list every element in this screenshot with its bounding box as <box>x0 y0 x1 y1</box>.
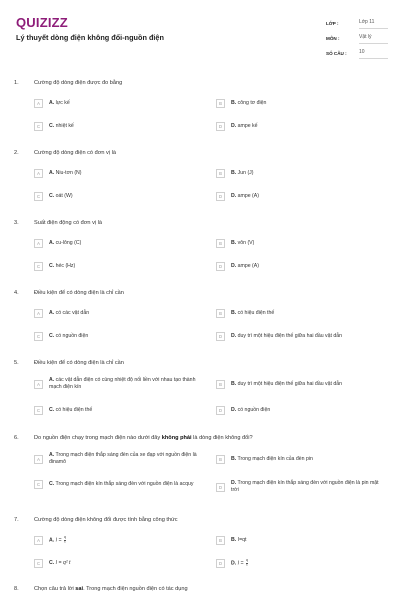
option-letter: A <box>34 380 43 389</box>
option-d[interactable] <box>216 406 386 415</box>
question-number: 8. <box>14 586 19 592</box>
formula-fraction <box>64 536 66 544</box>
option-text: có nguồn điện <box>55 333 89 339</box>
option-key: D. <box>231 123 237 129</box>
option-key: B. <box>231 310 237 316</box>
option-text: Trong mạch điện kín thắp sáng đèn với nguồn điện là acquy <box>55 481 194 487</box>
option-key: D. <box>231 480 237 486</box>
question-number: 5. <box>14 360 19 366</box>
question-number: 4. <box>14 290 19 296</box>
option-a[interactable] <box>34 377 209 391</box>
option-letter: C <box>34 406 43 415</box>
option-a[interactable] <box>34 536 209 545</box>
question-text <box>34 435 253 441</box>
option-text: oát (W) <box>55 193 73 199</box>
option-key: D. <box>231 263 237 269</box>
option-key: C. <box>49 263 55 269</box>
option-letter: D <box>216 483 225 492</box>
question-text-part: là dòng điện không đổi? <box>191 435 253 441</box>
question-header <box>14 220 102 226</box>
option-c[interactable] <box>34 480 209 489</box>
option-letter: A <box>34 309 43 318</box>
option-letter: D <box>216 332 225 341</box>
option-key: A. <box>49 377 55 383</box>
option-text: cu-lông (C) <box>55 240 82 246</box>
option-b[interactable] <box>216 169 386 178</box>
option-letter: A <box>34 455 43 464</box>
option-text: Jun (J) <box>237 170 254 176</box>
option-letter: C <box>34 559 43 568</box>
question-text: Cường độ dòng điện được đo bằng <box>34 80 123 86</box>
option-text: các vật dẫn điện có cùng nhiệt độ nối liền với nhau tạo thành mạch điện kín <box>49 377 196 390</box>
option-letter: B <box>216 99 225 108</box>
question-number: 7. <box>14 517 19 523</box>
option-key: A. <box>49 100 55 106</box>
option-letter: B <box>216 380 225 389</box>
option-letter: C <box>34 122 43 131</box>
formula-fraction <box>246 559 248 567</box>
option-key: B. <box>231 381 237 387</box>
option-letter: B <box>216 536 225 545</box>
question-text: Điều kiện để có dòng điện là chỉ cần <box>34 360 124 366</box>
meta-class-label: LỚP : <box>326 21 339 26</box>
option-a[interactable] <box>34 309 209 318</box>
meta-class <box>326 14 388 29</box>
meta-subject-label: MÔN : <box>326 36 340 41</box>
question-header <box>14 517 178 523</box>
question-text: Điều kiện để có dòng điện là chỉ cần <box>34 290 124 296</box>
fraction-denominator: t <box>246 562 248 567</box>
option-key: C. <box>49 333 55 339</box>
option-d[interactable] <box>216 480 386 494</box>
option-text: ampe kế <box>237 123 258 129</box>
worksheet-title: Lý thuyết dòng điện không đổi-nguồn điện <box>16 33 164 42</box>
option-letter: C <box>34 262 43 271</box>
option-key: D. <box>231 407 237 413</box>
option-key: C. <box>49 193 55 199</box>
option-text: Trong mạch điện kín của đèn pin <box>237 456 313 462</box>
option-text: có các vật dẫn <box>55 310 90 316</box>
option-letter: D <box>216 559 225 568</box>
option-letter: D <box>216 192 225 201</box>
option-d[interactable] <box>216 559 386 568</box>
meta-count <box>326 44 388 59</box>
option-text: ampe (A) <box>237 193 259 199</box>
option-c[interactable] <box>34 332 209 341</box>
option-key: A. <box>49 310 55 316</box>
quizizz-logo: QUIZIZZ <box>16 15 68 30</box>
question-text-part: . Trong mạch điện nguồn điện có tác dụng <box>83 586 188 592</box>
option-key: B. <box>231 170 237 176</box>
option-c[interactable] <box>34 559 209 568</box>
question-header <box>14 150 116 156</box>
option-text: có hiệu điện thế <box>237 310 275 316</box>
question-text-part: Do nguồn điện chạy trong mạch điện nào dưới đây <box>34 435 162 441</box>
option-text: lực kế <box>55 100 70 106</box>
question-header <box>14 586 188 592</box>
option-a[interactable] <box>34 99 209 108</box>
option-b[interactable] <box>216 309 386 318</box>
option-letter: D <box>216 406 225 415</box>
meta-count-value: 10 <box>359 49 388 59</box>
question-number: 3. <box>14 220 19 226</box>
option-text: duy trì một hiệu điện thế giữa hai đầu vật dẫn <box>237 333 343 339</box>
option-d[interactable] <box>216 262 386 271</box>
question-header <box>14 80 122 86</box>
option-b[interactable] <box>216 239 386 248</box>
option-letter: D <box>216 262 225 271</box>
meta-subject-value: Vật lý <box>359 34 388 44</box>
option-a[interactable] <box>34 452 209 466</box>
question-text: Cường độ dòng điện không đổi được tính bằng công thức <box>34 517 178 523</box>
option-text: nhiệt kế <box>55 123 74 129</box>
question-text: Cường độ dòng điện có đơn vị là <box>34 150 116 156</box>
option-c[interactable] <box>34 406 209 415</box>
option-letter: D <box>216 122 225 131</box>
option-text: có hiệu điện thế <box>55 407 93 413</box>
option-letter: A <box>34 99 43 108</box>
option-a[interactable] <box>34 169 209 178</box>
option-letter: C <box>34 332 43 341</box>
option-key: A. <box>49 452 55 458</box>
option-b[interactable] <box>216 455 386 464</box>
option-c[interactable] <box>34 262 209 271</box>
option-letter: C <box>34 192 43 201</box>
fraction-numerator: q <box>64 535 66 540</box>
option-key: A. <box>49 537 55 544</box>
option-text: công tơ điện <box>237 100 267 106</box>
question-number: 6. <box>14 435 19 441</box>
formula-prefix: I = <box>55 537 63 544</box>
option-letter: B <box>216 169 225 178</box>
option-b[interactable] <box>216 380 386 389</box>
question-number: 2. <box>14 150 19 156</box>
option-letter: B <box>216 309 225 318</box>
option-key: B. <box>231 537 237 543</box>
option-letter: B <box>216 455 225 464</box>
worksheet-meta <box>326 14 388 59</box>
question-text <box>34 586 188 592</box>
option-key: A. <box>49 170 55 176</box>
option-key: C. <box>49 481 55 487</box>
option-key: D. <box>231 560 237 567</box>
option-a[interactable] <box>34 239 209 248</box>
option-letter: A <box>34 239 43 248</box>
question-text: Suất điện động có đơn vị là <box>34 220 103 226</box>
option-c[interactable] <box>34 122 209 131</box>
option-d[interactable] <box>216 332 386 341</box>
fraction-denominator: t <box>64 539 66 544</box>
option-key: B. <box>231 100 237 106</box>
option-letter: C <box>34 480 43 489</box>
option-key: A. <box>49 240 55 246</box>
option-key: C. <box>49 407 55 413</box>
meta-class-value: Lớp 11 <box>359 19 388 29</box>
option-text: có nguồn điện <box>237 407 271 413</box>
option-text: I = q² t <box>55 560 71 566</box>
option-text: I=qt <box>237 537 247 543</box>
question-header <box>14 360 124 366</box>
option-key: B. <box>231 240 237 246</box>
fraction-numerator: q <box>246 558 248 563</box>
option-c[interactable] <box>34 192 209 201</box>
option-text: Trong mạch điện thắp sáng đèn của xe đạp với nguồn điện là đinamô <box>49 452 197 465</box>
question-emphasis: không phải <box>161 435 192 441</box>
worksheet-header <box>0 0 400 70</box>
question-number: 1. <box>14 80 19 86</box>
option-text: héc (Hz) <box>55 263 76 269</box>
option-letter: A <box>34 169 43 178</box>
option-d[interactable] <box>216 192 386 201</box>
option-letter: B <box>216 239 225 248</box>
option-letter: A <box>34 536 43 545</box>
option-key: C. <box>49 560 55 566</box>
option-text: Trong mạch điện kín thắp sáng đèn với nguồn điện là pin mặt trời <box>231 480 379 493</box>
question-emphasis: sai <box>75 586 84 592</box>
option-b[interactable] <box>216 536 386 545</box>
meta-count-label: SỐ CÂU : <box>326 51 347 56</box>
option-text: duy trì một hiệu điện thế giữa hai đầu vật dẫn <box>237 381 343 387</box>
question-header <box>14 435 253 441</box>
formula-prefix: I = <box>237 560 245 567</box>
question-text-part: Chọn câu trả lời <box>34 586 76 592</box>
option-key: D. <box>231 193 237 199</box>
option-key: C. <box>49 123 55 129</box>
meta-subject <box>326 29 388 44</box>
option-b[interactable] <box>216 99 386 108</box>
question-header <box>14 290 124 296</box>
option-text: vôn (V) <box>237 240 255 246</box>
option-key: B. <box>231 456 237 462</box>
option-d[interactable] <box>216 122 386 131</box>
option-text: ampe (A) <box>237 263 259 269</box>
option-text: Niu-tơn (N) <box>55 170 82 176</box>
option-key: D. <box>231 333 237 339</box>
